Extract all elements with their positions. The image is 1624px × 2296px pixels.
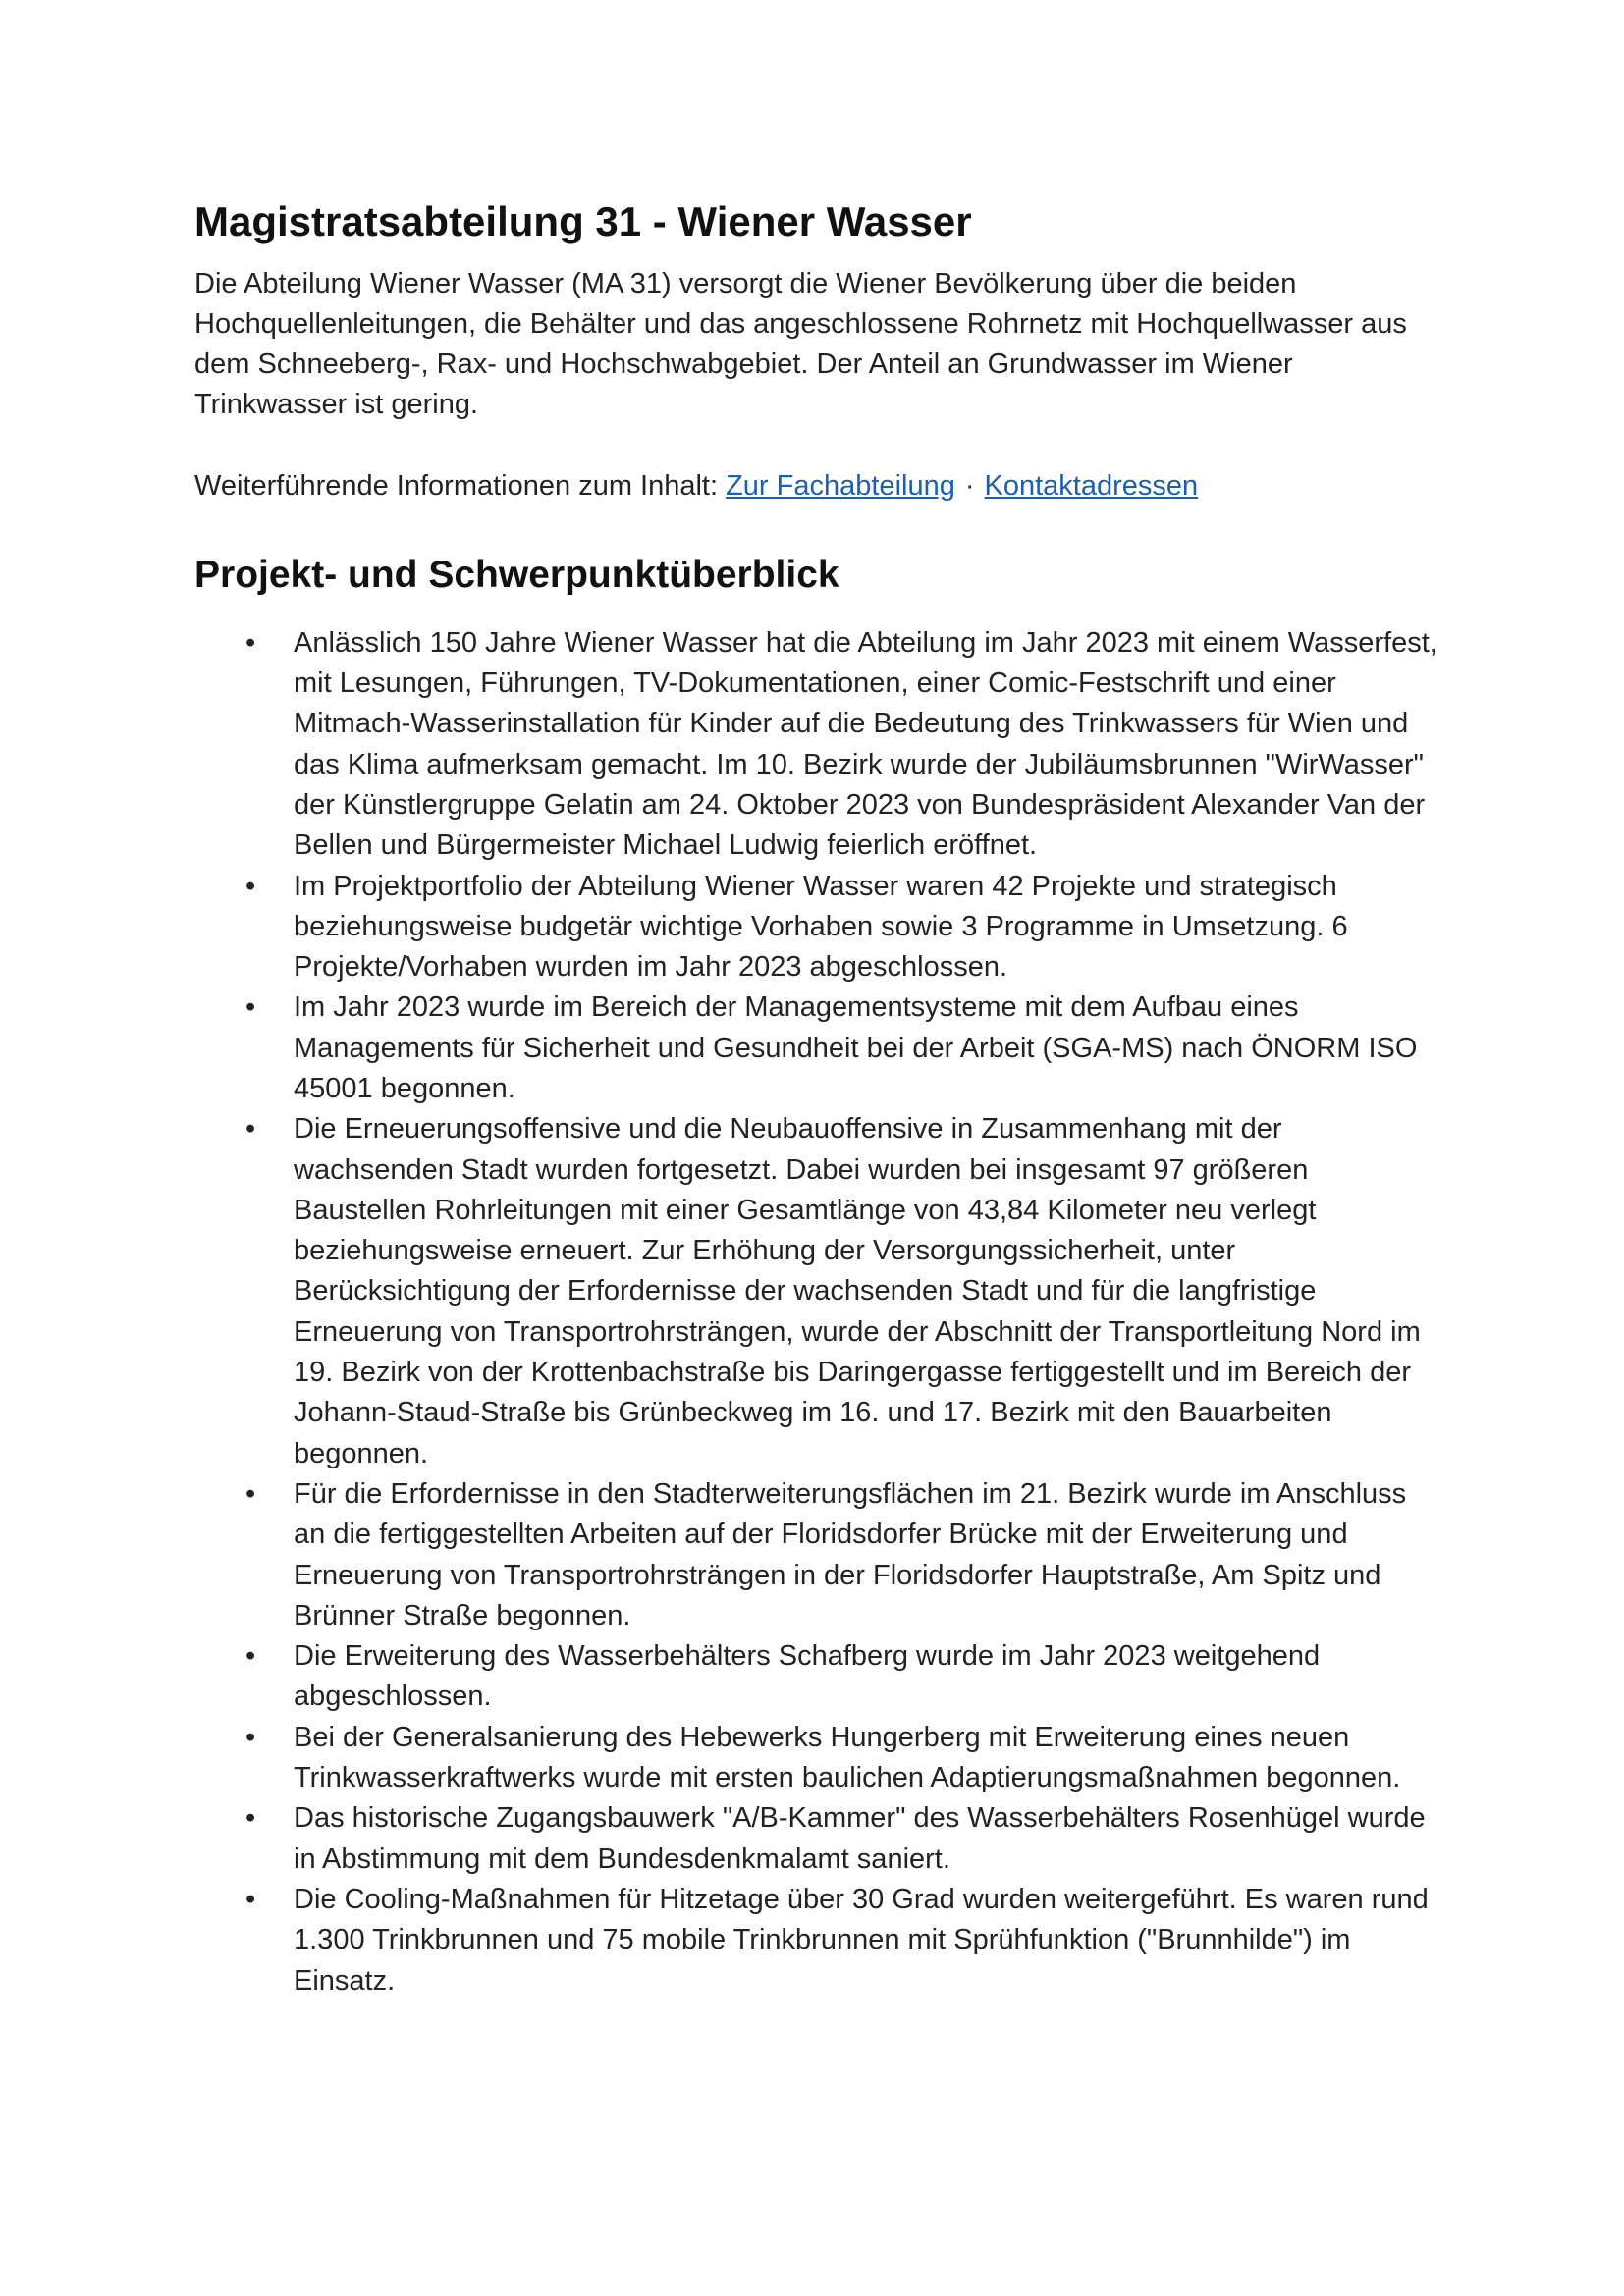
list-item xyxy=(194,1880,1441,2002)
link-separator: · xyxy=(964,469,975,502)
page-title: Magistratsabteilung 31 - Wiener Wasser xyxy=(194,198,972,244)
list-item-text: Im Jahr 2023 wurde im Bereich der Managementsysteme mit dem Aufbau eines Managements für Sicherheit und Gesundheit bei der Arbeit (SGA-MS) nach ÖNORM ISO 45001 begonnen. xyxy=(294,991,1418,1104)
intro-paragraph: Die Abteilung Wiener Wasser (MA 31) versorgt die Wiener Bevölkerung über die beiden Hochquellenleitungen, die Behälter und das angeschlossene Rohrnetz mit Hochquellwasser aus dem Schneeberg-, Rax- und Hochschwabgebiet. Der Anteil an Grundwasser im Wiener Trinkwasser ist gering. xyxy=(194,267,1407,421)
further-info-line xyxy=(194,466,1441,507)
bullet-icon: • xyxy=(245,1113,256,1146)
list-item xyxy=(194,1109,1441,1474)
list-item-text: Anlässlich 150 Jahre Wiener Wasser hat die Abteilung im Jahr 2023 mit einem Wasserfest, mit Lesungen, Führungen, TV-Dokumentationen, einer Comic-Festschrift und einer Mitmach-Wasserinstallation für Kinder auf die Bedeutung des Trinkwassers für Wien und das Klima aufmerksam gemacht. Im 10. Bezirk wurde der Jubiläumsbrunnen "WirWasser" der Künstlergruppe Gelatin am 24. Oktober 2023 von Bundespräsident Alexander Van der Bellen und Bürgermeister Michael Ludwig feierlich eröffnet. xyxy=(294,626,1437,862)
link-fachabteilung[interactable]: Zur Fachabteilung xyxy=(726,469,955,502)
document-page xyxy=(194,196,1441,2002)
link-kontaktadressen[interactable]: Kontaktadressen xyxy=(984,469,1199,502)
bullet-icon: • xyxy=(245,1477,256,1510)
list-item-text: Die Erneuerungsoffensive und die Neubauoffensive in Zusammenhang mit der wachsenden Stadt wurden fortgesetzt. Dabei wurden bei insgesamt 97 größeren Baustellen Rohrleitungen mit einer Gesamtlänge von 43,84 Kilometer neu verlegt beziehungsweise erneuert. Zur Erhöhung der Versorgungssicherheit, unter Berücksichtigung der Erfordernisse der wachsenden Stadt und für die langfristige Erneuerung von Transportrohrsträngen, wurde der Abschnitt der Transportleitung Nord im 19. Bezirk von der Krottenbachstraße bis Daringergasse fertiggestellt und im Bereich der Johann-Staud-Straße bis Grünbeckweg im 16. und 17. Bezirk mit den Bauarbeiten begonnen. xyxy=(294,1113,1421,1469)
list-item xyxy=(194,867,1441,988)
bullet-icon: • xyxy=(245,991,256,1024)
further-info-label: Weiterführende Informationen zum Inhalt: xyxy=(194,469,719,502)
bullet-icon: • xyxy=(245,870,256,902)
project-bullet-list xyxy=(194,623,1441,2002)
list-item-text: Im Projektportfolio der Abteilung Wiener Wasser waren 42 Projekte und strategisch beziehungsweise budgetär wichtige Vorhaben sowie 3 Programme in Umsetzung. 6 Projekte/Vorhaben wurden im Jahr 2023 abgeschlossen. xyxy=(294,870,1348,984)
bullet-icon: • xyxy=(245,1883,256,1915)
list-item-text: Bei der Generalsanierung des Hebewerks Hungerberg mit Erweiterung eines neuen Trinkwasserkraftwerks wurde mit ersten baulichen Adaptierungsmaßnahmen begonnen. xyxy=(294,1721,1401,1794)
list-item xyxy=(194,988,1441,1109)
list-item xyxy=(194,1474,1441,1636)
section-heading: Projekt- und Schwerpunktüberblick xyxy=(194,553,839,596)
list-item-text: Das historische Zugangsbauwerk "A/B-Kammer" des Wasserbehälters Rosenhügel wurde in Abstimmung mit dem Bundesdenkmalamt saniert. xyxy=(294,1802,1426,1875)
list-item xyxy=(194,1718,1441,1799)
bullet-icon: • xyxy=(245,626,256,659)
bullet-icon: • xyxy=(245,1802,256,1835)
list-item xyxy=(194,1798,1441,1880)
list-item-text: Die Erweiterung des Wasserbehälters Schafberg wurde im Jahr 2023 weitgehend abgeschlossen. xyxy=(294,1640,1321,1713)
list-item-text: Die Cooling-Maßnahmen für Hitzetage über 30 Grad wurden weitergeführt. Es waren rund 1.300 Trinkbrunnen und 75 mobile Trinkbrunnen mit Sprühfunktion ("Brunnhilde") im Einsatz. xyxy=(294,1883,1429,1997)
list-item-text: Für die Erfordernisse in den Stadterweiterungsflächen im 21. Bezirk wurde im Anschluss an die fertiggestellten Arbeiten auf der Floridsdorfer Brücke mit der Erweiterung und Erneuerung von Transportrohrsträngen in der Floridsdorfer Hauptstraße, Am Spitz und Brünner Straße begonnen. xyxy=(294,1477,1407,1631)
bullet-icon: • xyxy=(245,1721,256,1753)
list-item xyxy=(194,623,1441,867)
bullet-icon: • xyxy=(245,1640,256,1673)
list-item xyxy=(194,1636,1441,1718)
